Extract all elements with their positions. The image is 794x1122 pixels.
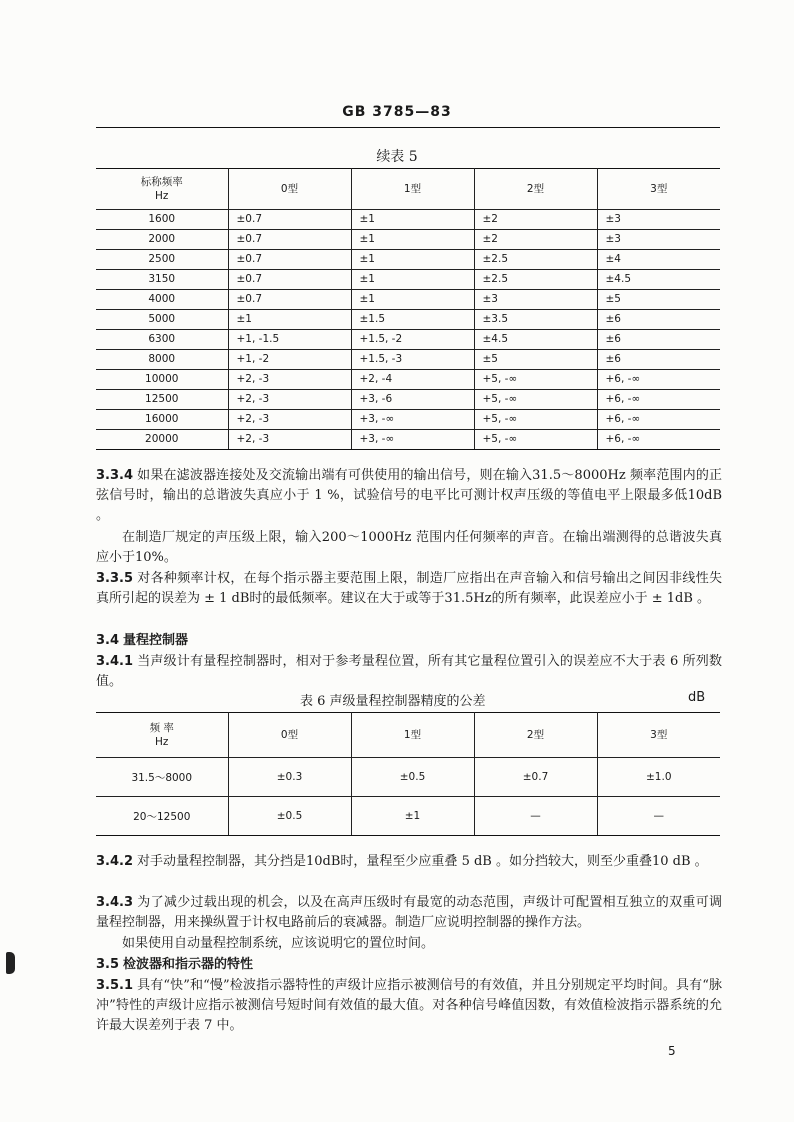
table-cell: ±0.7 bbox=[228, 270, 351, 290]
section-3-4-heading bbox=[96, 631, 722, 651]
table-row bbox=[96, 250, 720, 270]
table-cell: +3, -6 bbox=[351, 390, 474, 410]
table-cell: +1, -1.5 bbox=[228, 330, 351, 350]
table-cell: — bbox=[474, 797, 597, 836]
table-cell: ±0.7 bbox=[474, 758, 597, 797]
table-cell: +6, -∞ bbox=[597, 390, 720, 410]
table-cell: ±2 bbox=[474, 210, 597, 230]
table-cell: +6, -∞ bbox=[597, 410, 720, 430]
table-row bbox=[96, 370, 720, 390]
table-row bbox=[96, 797, 720, 836]
table-cell: ±0.7 bbox=[228, 210, 351, 230]
table-cell: ±1 bbox=[351, 250, 474, 270]
section-number: 3.4.3 bbox=[96, 895, 134, 910]
type3-header: 3型 bbox=[597, 169, 720, 210]
table-cell: ±3 bbox=[597, 230, 720, 250]
table5 bbox=[96, 168, 720, 450]
table-row bbox=[96, 230, 720, 250]
table-cell: ±2.5 bbox=[474, 270, 597, 290]
table-cell: +5, -∞ bbox=[474, 410, 597, 430]
table-cell: +6, -∞ bbox=[597, 370, 720, 390]
freq-cell: 1600 bbox=[96, 210, 228, 230]
section-number: 3.3.5 bbox=[96, 571, 134, 586]
table-row bbox=[96, 310, 720, 330]
freq-header-unit: Hz bbox=[155, 736, 169, 748]
section-title: 量程控制器 bbox=[123, 633, 189, 648]
table-cell: ±3 bbox=[597, 210, 720, 230]
freq-header-label: 频 率 bbox=[149, 722, 174, 734]
type0-header: 0型 bbox=[228, 713, 351, 758]
table-cell: +1.5, -2 bbox=[351, 330, 474, 350]
table6-caption: 表 6 声级量程控制器精度的公差 bbox=[300, 694, 486, 709]
type1-header: 1型 bbox=[351, 169, 474, 210]
table-cell: +3, -∞ bbox=[351, 430, 474, 450]
table-cell: — bbox=[597, 797, 720, 836]
table-header-row bbox=[96, 169, 720, 210]
freq-header-cell bbox=[96, 169, 228, 210]
freq-cell: 6300 bbox=[96, 330, 228, 350]
table-row bbox=[96, 210, 720, 230]
type0-header: 0型 bbox=[228, 169, 351, 210]
table-cell: ±2.5 bbox=[474, 250, 597, 270]
section-3-3-5 bbox=[96, 569, 722, 609]
freq-cell: 10000 bbox=[96, 370, 228, 390]
header-rule bbox=[96, 127, 720, 128]
table-cell: ±0.5 bbox=[228, 797, 351, 836]
table-cell: ±4.5 bbox=[474, 330, 597, 350]
type2-header: 2型 bbox=[474, 713, 597, 758]
table-row bbox=[96, 390, 720, 410]
table-cell: ±1.5 bbox=[351, 310, 474, 330]
table-cell: ±1 bbox=[351, 210, 474, 230]
freq-cell: 31.5～8000 bbox=[96, 758, 228, 797]
table-cell: ±6 bbox=[597, 330, 720, 350]
table-cell: +6, -∞ bbox=[597, 430, 720, 450]
freq-cell: 8000 bbox=[96, 350, 228, 370]
table-cell: ±5 bbox=[597, 290, 720, 310]
table-cell: ±0.3 bbox=[228, 758, 351, 797]
table-cell: ±0.7 bbox=[228, 230, 351, 250]
table-cell: ±4 bbox=[597, 250, 720, 270]
table-row bbox=[96, 350, 720, 370]
table-cell: +5, -∞ bbox=[474, 370, 597, 390]
table-cell: ±6 bbox=[597, 350, 720, 370]
freq-cell: 4000 bbox=[96, 290, 228, 310]
freq-cell: 12500 bbox=[96, 390, 228, 410]
binding-mark bbox=[6, 952, 15, 974]
freq-header-label: 标称频率 bbox=[140, 176, 183, 188]
section-text: 如果在滤波器连接处及交流输出端有可供使用的输出信号，则在输入31.5～8000Hz 频率范围内的正弦信号时，输出的总谐波失真应小于 1 %，试验信号的电平比可测计权声压级的等值电平上限最多低10dB 。 bbox=[96, 468, 722, 523]
table-cell: ±1 bbox=[351, 797, 474, 836]
table-cell: +1, -2 bbox=[228, 350, 351, 370]
type2-header: 2型 bbox=[474, 169, 597, 210]
freq-cell: 16000 bbox=[96, 410, 228, 430]
section-3-3-4 bbox=[96, 466, 722, 526]
freq-cell: 2500 bbox=[96, 250, 228, 270]
section-text: 为了减少过载出现的机会，以及在高声压级时有最宽的动态范围，声级计可配置相互独立的双重可调量程控制器，用来操纵置于计权电路前后的衰减器。制造厂应说明控制器的操作方法。 bbox=[96, 895, 722, 930]
freq-cell: 3150 bbox=[96, 270, 228, 290]
table-cell: ±1 bbox=[228, 310, 351, 330]
table-cell: +5, -∞ bbox=[474, 430, 597, 450]
table-cell: ±4.5 bbox=[597, 270, 720, 290]
page-number: 5 bbox=[668, 1044, 676, 1058]
type1-header: 1型 bbox=[351, 713, 474, 758]
section-3-4-3 bbox=[96, 893, 722, 933]
section-3-4-1 bbox=[96, 652, 722, 692]
table-row bbox=[96, 270, 720, 290]
freq-cell: 20～12500 bbox=[96, 797, 228, 836]
section-text: 对手动量程控制器，其分挡是10dB时，量程至少应重叠 5 dB 。如分挡较大，则至少重叠10 dB 。 bbox=[137, 854, 708, 869]
table-cell: ±2 bbox=[474, 230, 597, 250]
section-number: 3.4.2 bbox=[96, 854, 134, 869]
table-cell: +1.5, -3 bbox=[351, 350, 474, 370]
table-cell: +2, -3 bbox=[228, 430, 351, 450]
table-header-row bbox=[96, 713, 720, 758]
section-number: 3.4 bbox=[96, 633, 120, 648]
standard-header: GB 3785—83 bbox=[342, 104, 452, 120]
section-number: 3.5 bbox=[96, 957, 120, 972]
table6 bbox=[96, 712, 720, 836]
type3-header: 3型 bbox=[597, 713, 720, 758]
table-cell: ±6 bbox=[597, 310, 720, 330]
section-number: 3.3.4 bbox=[96, 468, 134, 483]
freq-cell: 5000 bbox=[96, 310, 228, 330]
table-cell: +3, -∞ bbox=[351, 410, 474, 430]
freq-header-unit: Hz bbox=[155, 190, 169, 202]
table-cell: ±0.5 bbox=[351, 758, 474, 797]
section-3-4-2 bbox=[96, 852, 722, 872]
table-cell: +2, -3 bbox=[228, 370, 351, 390]
freq-cell: 20000 bbox=[96, 430, 228, 450]
table-row bbox=[96, 330, 720, 350]
table-row bbox=[96, 758, 720, 797]
table-cell: ±1.0 bbox=[597, 758, 720, 797]
section-text: 对各种频率计权，在每个指示器主要范围上限，制造厂应指出在声音输入和信号输出之间因非线性失真所引起的误差为 ± 1 dB时的最低频率。建议在大于或等于31.5Hz的所有频率，此误差应小于 ± 1dB 。 bbox=[96, 571, 722, 606]
table-cell: +2, -3 bbox=[228, 410, 351, 430]
table-cell: ±3.5 bbox=[474, 310, 597, 330]
section-title: 检波器和指示器的特性 bbox=[123, 957, 254, 972]
table-row bbox=[96, 410, 720, 430]
section-3-5-heading bbox=[96, 955, 722, 975]
section-number: 3.4.1 bbox=[96, 654, 134, 669]
table6-unit: dB bbox=[688, 690, 706, 705]
table-cell: ±5 bbox=[474, 350, 597, 370]
table-row bbox=[96, 430, 720, 450]
table-cell: +2, -3 bbox=[228, 390, 351, 410]
table-row bbox=[96, 290, 720, 310]
table-cell: ±0.7 bbox=[228, 290, 351, 310]
table-cell: ±1 bbox=[351, 290, 474, 310]
section-3-4-3-para2: 如果使用自动量程控制系统，应该说明它的置位时间。 bbox=[122, 936, 435, 951]
table-cell: ±3 bbox=[474, 290, 597, 310]
section-number: 3.5.1 bbox=[96, 978, 134, 993]
table-cell: +2, -4 bbox=[351, 370, 474, 390]
section-text: 具有“快”和“慢”检波指示器特性的声级计应指示被测信号的有效值，并且分别规定平均时间。具有“脉冲”特性的声级计应指示被测信号短时间有效值的最大值。对各种信号峰值因数，有效值检波指示器系统的允许最大误差列于表 7 中。 bbox=[96, 978, 722, 1033]
section-3-5-1 bbox=[96, 976, 722, 1036]
table-cell: +5, -∞ bbox=[474, 390, 597, 410]
freq-header-cell bbox=[96, 713, 228, 758]
table5-caption: 续表 5 bbox=[376, 149, 418, 165]
section-text: 当声级计有量程控制器时，相对于参考量程位置，所有其它量程位置引入的误差应不大于表 6 所列数值。 bbox=[96, 654, 722, 689]
table-cell: ±1 bbox=[351, 270, 474, 290]
section-3-3-4-para2: 在制造厂规定的声压级上限，输入200～1000Hz 范围内任何频率的声音。在输出端测得的总谐波失真应小于10%。 bbox=[96, 530, 722, 565]
table-cell: ±0.7 bbox=[228, 250, 351, 270]
table-cell: ±1 bbox=[351, 230, 474, 250]
freq-cell: 2000 bbox=[96, 230, 228, 250]
